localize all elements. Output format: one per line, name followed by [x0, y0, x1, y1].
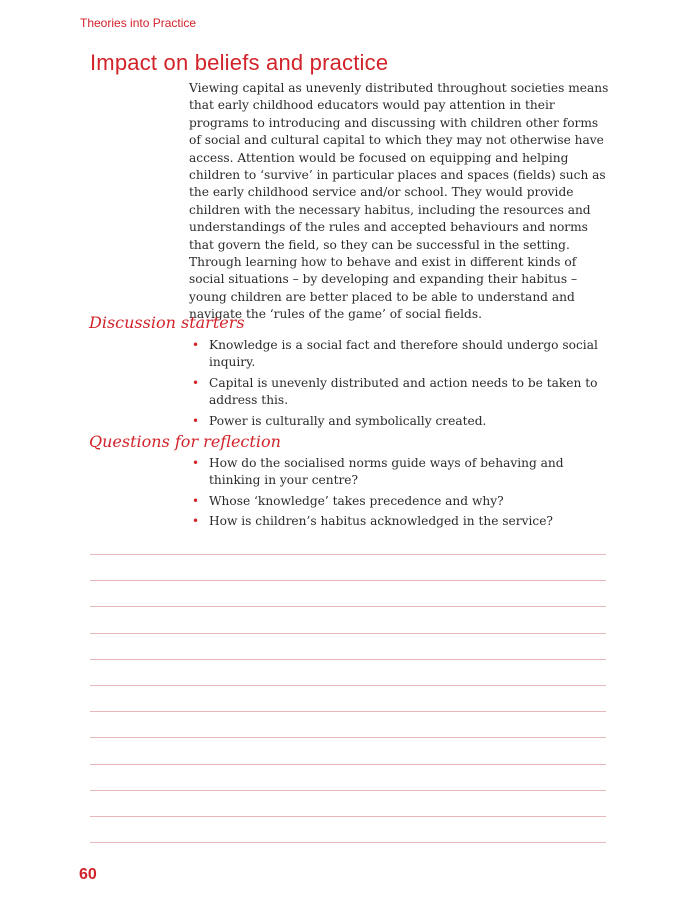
list-item-text: Whose ‘knowledge’ takes precedence and why?: [209, 493, 504, 508]
writing-line: [90, 711, 606, 712]
list-item-text: Power is culturally and symbolically created.: [209, 413, 487, 428]
page-number: 60: [79, 866, 97, 883]
discussion-starters-heading: Discussion starters: [89, 313, 245, 332]
bullet-icon: •: [192, 456, 200, 470]
writing-line: [90, 764, 606, 765]
reflection-writing-lines: [90, 554, 606, 868]
writing-line: [90, 685, 606, 686]
writing-line: [90, 606, 606, 607]
list-item: [192, 337, 610, 372]
bullet-icon: •: [192, 375, 200, 390]
list-item: [192, 413, 610, 430]
writing-line: [90, 554, 606, 555]
writing-line: [90, 816, 606, 817]
list-item-text: How is children’s habitus acknowledged in the service?: [209, 514, 553, 529]
section-title: Impact on beliefs and practice: [90, 50, 389, 75]
list-item: [192, 455, 610, 490]
list-item-text: Capital is unevenly distributed and action needs to be taken to address this.: [209, 375, 598, 408]
list-item: [192, 513, 610, 530]
bullet-icon: •: [192, 338, 200, 352]
writing-line: [90, 737, 606, 738]
bullet-icon: •: [192, 413, 200, 428]
list-item: [192, 375, 610, 410]
intro-paragraph: Viewing capital as unevenly distributed throughout societies means that early childhood educators would pay attention in their programs to introducing and discussing with children other forms of social and cultural capital to which they may not otherwise have access. Attention would be focused on equipping and helping children to ‘survive’ in particular places and spaces (fields) such as the early childhood service and/or school. They would provide children with the necessary habitus, including the resources and understandings of the rules and accepted behaviours and norms that govern the field, so they can be successful in the setting. Through learning how to behave and exist in different kinds of social situations – by developing and expanding their habitus – young children are better placed to be able to understand and navigate the ‘rules of the game’ of social fields.: [189, 81, 609, 322]
list-item-text: Knowledge is a social fact and therefore should undergo social inquiry.: [209, 338, 598, 370]
discussion-starters-list: [192, 337, 610, 433]
list-item: [192, 493, 610, 510]
running-head: Theories into Practice: [80, 16, 197, 30]
writing-line: [90, 842, 606, 843]
list-item-text: How do the socialised norms guide ways of behaving and thinking in your centre?: [209, 456, 564, 488]
writing-line: [90, 790, 606, 791]
writing-line: [90, 659, 606, 660]
questions-for-reflection-list: [192, 455, 610, 534]
bullet-icon: •: [192, 493, 200, 508]
writing-line: [90, 633, 606, 634]
questions-for-reflection-heading: Questions for reflection: [89, 432, 281, 451]
writing-line: [90, 580, 606, 581]
bullet-icon: •: [192, 514, 200, 529]
